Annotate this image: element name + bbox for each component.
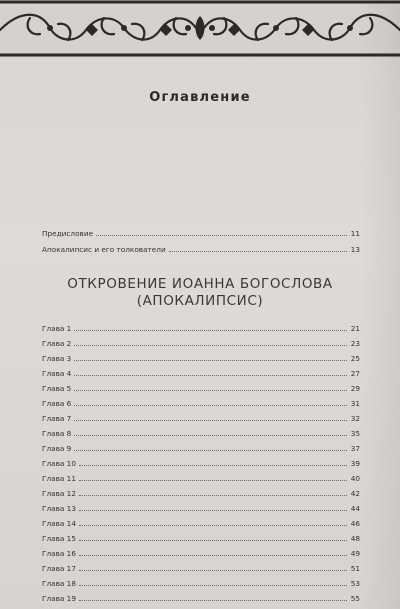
entry-page-number: 13 xyxy=(350,245,360,254)
dot-leader xyxy=(79,569,347,571)
dot-leader xyxy=(74,374,347,376)
entry-label: Глава 8 xyxy=(42,429,72,438)
toc-entry-chapter[interactable] xyxy=(42,380,360,393)
entry-label: Глава 1 xyxy=(42,324,72,333)
dot-leader xyxy=(74,434,347,436)
toc-entry-chapter[interactable] xyxy=(42,350,360,363)
toc-entry-chapter[interactable] xyxy=(42,485,360,498)
dot-leader xyxy=(169,250,347,252)
toc-entry-chapter[interactable] xyxy=(42,365,360,378)
entry-page-number: 40 xyxy=(350,474,360,483)
entry-label: Глава 15 xyxy=(42,534,76,543)
dot-leader xyxy=(74,359,347,361)
entry-page-number: 29 xyxy=(350,384,360,393)
entry-label: Глава 18 xyxy=(42,579,76,588)
dot-leader xyxy=(79,539,347,541)
entry-label: Глава 11 xyxy=(42,474,76,483)
dot-leader xyxy=(79,464,347,466)
entry-label: Глава 9 xyxy=(42,444,72,453)
toc-entry-preface[interactable] xyxy=(42,225,360,238)
entry-label: Глава 3 xyxy=(42,354,72,363)
toc-entry-chapter[interactable] xyxy=(42,500,360,513)
entry-page-number: 32 xyxy=(350,414,360,423)
entry-page-number: 53 xyxy=(350,579,360,588)
entry-page-number: 44 xyxy=(350,504,360,513)
floral-ornament-band xyxy=(0,0,400,58)
entry-label: Глава 5 xyxy=(42,384,72,393)
toc-entry-chapter[interactable] xyxy=(42,575,360,588)
toc-entry-chapter[interactable] xyxy=(42,455,360,468)
dot-leader xyxy=(74,404,347,406)
toc-entry-chapter[interactable] xyxy=(42,395,360,408)
section-title xyxy=(0,276,400,310)
dot-leader xyxy=(79,584,347,586)
entry-page-number: 42 xyxy=(350,489,360,498)
toc-entry-chapter[interactable] xyxy=(42,530,360,543)
entry-page-number: 39 xyxy=(350,459,360,468)
entry-label: Глава 13 xyxy=(42,504,76,513)
entry-page-number: 23 xyxy=(350,339,360,348)
entry-page-number: 35 xyxy=(350,429,360,438)
toc-entry-chapter[interactable] xyxy=(42,545,360,558)
entry-page-number: 55 xyxy=(350,594,360,603)
section-title-line-2: (АПОКАЛИПСИС) xyxy=(136,293,264,309)
entry-label: Глава 7 xyxy=(42,414,72,423)
entry-page-number: 31 xyxy=(350,399,360,408)
dot-leader xyxy=(79,509,347,511)
entry-label: Предисловие xyxy=(42,229,94,238)
entry-label: Глава 16 xyxy=(42,549,76,558)
toc-entry-chapter[interactable] xyxy=(42,335,360,348)
toc-entry-chapter[interactable] xyxy=(42,560,360,573)
entry-page-number: 25 xyxy=(350,354,360,363)
entry-page-number: 49 xyxy=(350,549,360,558)
toc-entry-chapter[interactable] xyxy=(42,320,360,333)
entry-page-number: 48 xyxy=(350,534,360,543)
dot-leader xyxy=(74,419,347,421)
toc-entry-chapter[interactable] xyxy=(42,470,360,483)
entry-label: Глава 14 xyxy=(42,519,76,528)
toc-entry-chapter[interactable] xyxy=(42,425,360,438)
dot-leader xyxy=(74,449,347,451)
entry-label: Глава 2 xyxy=(42,339,72,348)
dot-leader xyxy=(74,329,347,331)
dot-leader xyxy=(79,524,347,526)
entry-label: Глава 4 xyxy=(42,369,72,378)
entry-page-number: 51 xyxy=(350,564,360,573)
entry-page-number: 37 xyxy=(350,444,360,453)
toc-entry-apocalypse-interpreters[interactable] xyxy=(42,241,360,254)
toc-entry-chapter[interactable] xyxy=(42,410,360,423)
dot-leader xyxy=(79,479,347,481)
entry-page-number: 21 xyxy=(350,324,360,333)
dot-leader xyxy=(79,494,347,496)
entry-page-number: 27 xyxy=(350,369,360,378)
dot-leader xyxy=(96,234,347,236)
entry-label: Глава 17 xyxy=(42,564,76,573)
toc-heading: Оглавление xyxy=(149,90,251,105)
entry-label: Апокалипсис и его толкователи xyxy=(42,245,166,254)
toc-entry-chapter[interactable] xyxy=(42,590,360,603)
entry-page-number: 11 xyxy=(350,229,360,238)
section-title-line-1: ОТКРОВЕНИЕ ИОАННА БОГОСЛОВА xyxy=(67,276,333,292)
toc-entry-chapter[interactable] xyxy=(42,440,360,453)
entry-label: Глава 12 xyxy=(42,489,76,498)
entry-label: Глава 19 xyxy=(42,594,76,603)
entry-page-number: 46 xyxy=(350,519,360,528)
dot-leader xyxy=(79,599,347,601)
dot-leader xyxy=(79,554,347,556)
dot-leader xyxy=(74,344,347,346)
dot-leader xyxy=(74,389,347,391)
toc-entry-chapter[interactable] xyxy=(42,515,360,528)
entry-label: Глава 10 xyxy=(42,459,76,468)
entry-label: Глава 6 xyxy=(42,399,72,408)
